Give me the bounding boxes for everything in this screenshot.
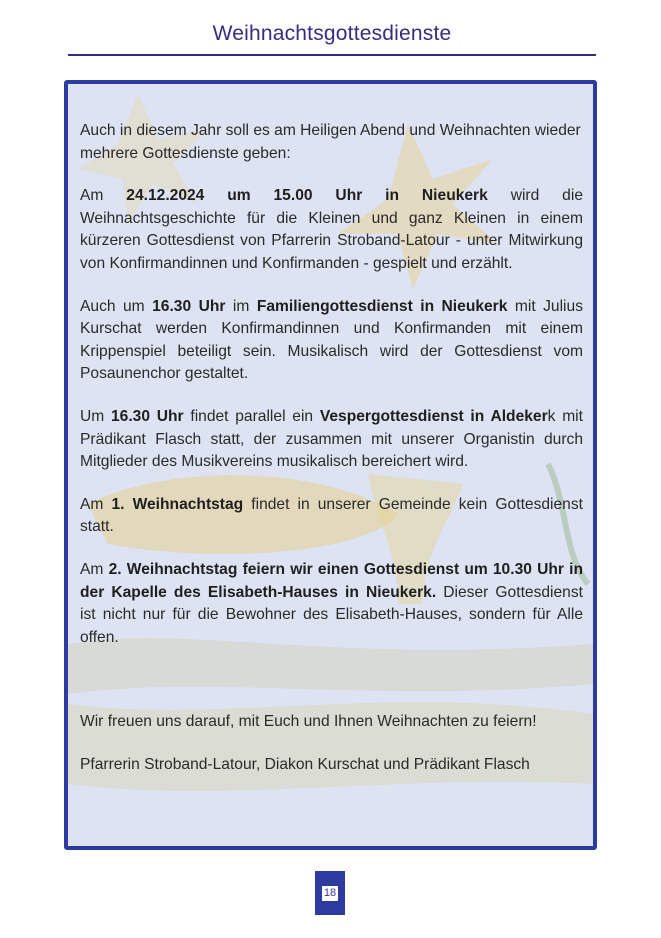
closing-line: Wir freuen uns darauf, mit Euch und Ihnen Weihnachten zu feiern! xyxy=(80,713,537,731)
paragraph-3: Um 16.30 Uhr findet parallel ein Vespergottesdienst in Aldekerk mit Prädikant Flasch statt, der zusammen mit unserer Organistin durch Mitglieder des Musikvereins musikalisch bereichert wird. xyxy=(80,407,583,471)
paragraph-2: Auch um 16.30 Uhr im Familiengottesdienst in Nieukerk mit Julius Kurschat werden Konfirmandinnen und Konfirmanden mit einem Krippenspiel beteiligt sein. Musikalisch wird der Gottesdienst vom Posaunenchor gestaltet. xyxy=(80,297,583,383)
paragraph-5: Am 2. Weihnachtstag feiern wir einen Gottesdienst um 10.30 Uhr in der Kapelle des Elisabeth-Hauses in Nieukerk. Dieser Gottesdienst ist nicht nur für die Bewohner des Elisabeth-Hauses, sondern für Alle offen. xyxy=(80,560,583,646)
content-panel xyxy=(64,80,597,850)
paragraph-4: Am 1. Weihnachtstag findet in unserer Gemeinde kein Gottesdienst statt. xyxy=(80,495,583,536)
signature-line: Pfarrerin Stroband-Latour, Diakon Kurschat und Prädikant Flasch xyxy=(80,755,530,773)
title-underline xyxy=(68,54,596,56)
page-number: 18 xyxy=(323,886,337,899)
paragraph-1: Am 24.12.2024 um 15.00 Uhr in Nieukerk wird die Weihnachtsgeschichte für die Kleinen und ganz Kleinen in einem kürzeren Gottesdienst von Pfarrerin Stroband-Latour - unter Mitwirkung von Konfirmandinnen und Konfirmanden - gespielt und erzählt. xyxy=(80,187,583,272)
intro-paragraph: Auch in diesem Jahr soll es am Heiligen Abend und Weihnachten wieder mehrere Gottesdienste geben: xyxy=(80,122,581,162)
article-body xyxy=(80,120,583,796)
page-title: Weihnachtsgottesdienste xyxy=(212,22,452,45)
page-number-tab xyxy=(315,871,345,915)
